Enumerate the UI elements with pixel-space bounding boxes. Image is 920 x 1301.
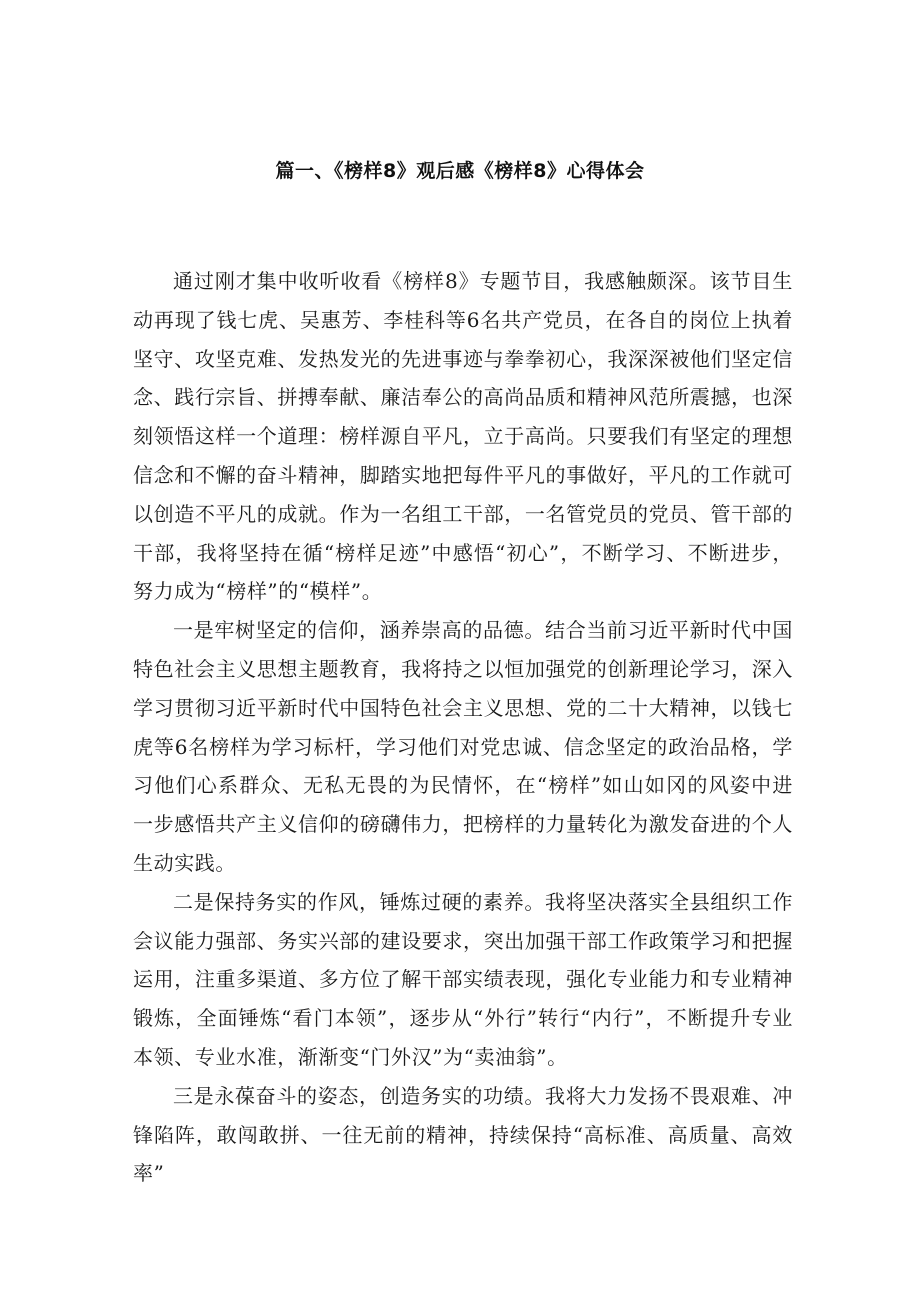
paragraph-point-one: 一是牢树坚定的信仰，涵养崇高的品德。结合当前习近平新时代中国特色社会主义思想主题教育，我将持之以恒加强党的创新理论学习，深入学习贯彻习近平新时代中国特色社会主义思想、党的二十大精神，以钱七虎等6名榜样为学习标杆，学习他们对党忠诚、信念坚定的政治品格，学习他们心系群众、无私无畏的为民情怀，在“榜样”如山如冈的风姿中进一步感悟共产主义信仰的磅礴伟力，把榜样的力量转化为激发奋进的个人生动实践。: [133, 618, 793, 875]
document-title: 篇一、《榜样8》观后感《榜样8》心得体会: [275, 160, 645, 182]
paragraph-point-two: 二是保持务实的作风，锤炼过硬的素养。我将坚决落实全县组织工作会议能力强部、务实兴部的建设要求，突出加强干部工作政策学习和把握运用，注重多渠道、多方位了解干部实绩表现，强化专业能力和专业精神锻炼，全面锤炼“看门本领”，逐步从“外行”转行“内行”，不断提升专业本领、专业水准，渐渐变“门外汉”为“卖油翁”。: [133, 889, 793, 1069]
paragraph-point-three: 三是永葆奋斗的姿态，创造务实的功绩。我将大力发扬不畏艰难、冲锋陷阵，敢闯敢拼、一往无前的精神，持续保持“高标准、高质量、高效率”: [133, 1083, 793, 1186]
document-body: [133, 262, 793, 1193]
paragraph-intro: 通过刚才集中收听收看《榜样8》专题节目，我感触颇深。该节目生动再现了钱七虎、吴惠芳、李桂科等6名共产党员，在各自的岗位上执着坚守、攻坚克难、发热发光的先进事迹与拳拳初心，我深深被他们坚定信念、践行宗旨、拼搏奉献、廉洁奉公的高尚品质和精神风范所震撼，也深刻领悟这样一个道理：榜样源自平凡，立于高尚。只要我们有坚定的理想信念和不懈的奋斗精神，脚踏实地把每件平凡的事做好，平凡的工作就可以创造不平凡的成就。作为一名组工干部，一名管党员的党员、管干部的干部，我将坚持在循“榜样足迹”中感悟“初心”，不断学习、不断进步，努力成为“榜样”的“模样”。: [133, 269, 793, 604]
